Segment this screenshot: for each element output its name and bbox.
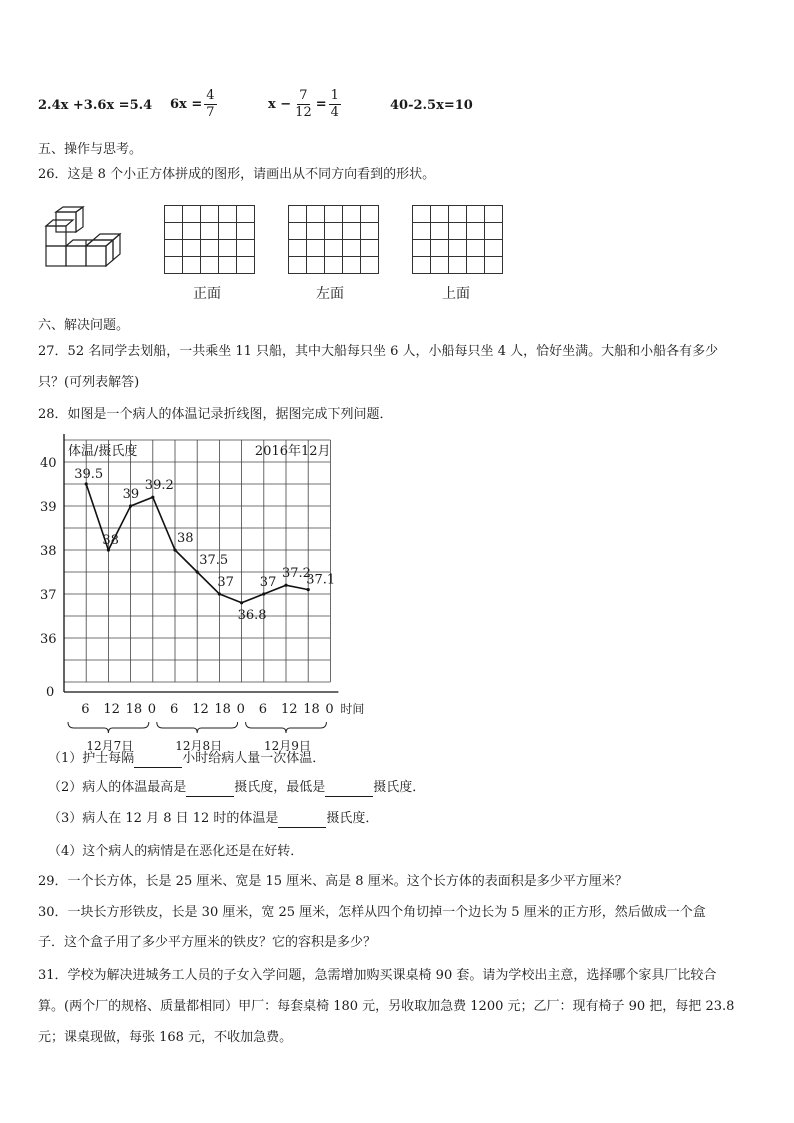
day-group-label: 12月9日 [264,739,311,753]
x-tick-label: 12 [103,702,120,717]
data-point [262,592,265,595]
x-tick-label: 18 [214,702,231,717]
section-6-heading: 六、解决问题。 [38,318,130,333]
x-tick-label: 18 [125,702,143,717]
data-point [129,504,132,507]
data-label: 38 [102,533,119,548]
day-group-label: 12月7日 [86,739,134,753]
x-tick-label: 0 [325,702,334,717]
data-label: 39.5 [74,467,104,482]
data-point [151,496,154,499]
y-tick-label: 0 [46,685,55,700]
question-28-4: （4）这个病人的病情是在恶化还是在好转． [48,844,304,859]
data-label: 37.2 [282,566,311,582]
data-label: 37.1 [306,572,336,588]
answer-blank[interactable] [325,782,373,797]
data-label: 39.2 [144,478,174,494]
data-label: 37 [217,575,234,590]
label-front: 正面 [193,286,221,302]
equation-3: x − $\frac{7}{12}$ = $\frac{1}{4}$ [268,88,339,120]
data-point [307,588,310,591]
x-tick-label: 6 [81,702,90,717]
x-tick-label: 12 [192,702,209,717]
data-label: 37 [259,575,277,590]
question-28: 28．如图是一个病人的体温记录折线图，据图完成下列问题． [38,407,393,422]
question-26: 26．这是 8 个小正方体拼成的图形，请画出从不同方向看到的形状。 [38,167,436,182]
answer-blank[interactable] [186,782,234,797]
label-left: 左面 [316,286,344,302]
x-tick-label: 6 [258,702,268,717]
day-brace [68,722,149,733]
grid-top-view[interactable] [412,205,503,274]
data-point [173,548,176,551]
question-28-1: （1）护士每隔 小时给病人量一次体温． [48,751,326,766]
question-30-line-2: 子．这个盒子用了多少平方厘米的铁皮？它的容积是多少？ [38,935,377,950]
x-tick-label: 12 [281,702,298,717]
grid-front-view[interactable] [164,205,255,274]
question-28-3: （3）病人在 12 月 8 日 12 时的体温是 摄氏度． [48,811,379,826]
y-tick-label: 37 [40,588,57,603]
question-28-2: （2）病人的体温最高是 摄氏度，最低是 摄氏度． [48,780,426,795]
x-tick-label: 0 [236,702,245,717]
day-brace [246,722,327,733]
data-label: 38 [177,531,194,546]
y-tick-label: 38 [40,544,57,559]
question-27-line-1: 27．52 名同学去划船，一共乘坐 11 只船，其中大船每只坐 6 人，小船每只坐 4 人，恰好坐满。大船和小船各有多少 [38,344,719,359]
question-31-line-3: 元；课桌现做，每张 168 元，不收加急费。 [38,1030,293,1045]
data-label: 39 [122,487,140,502]
chart-ylabel: 体温/摄氏度 [68,444,138,459]
chart-xlabel: 时间 [340,702,365,716]
temperature-chart [36,432,376,753]
y-tick-label: 39 [40,500,57,515]
data-point [218,592,221,595]
data-point [284,584,287,587]
x-tick-label: 0 [147,702,157,717]
equation-1: 2.4x +3.6x =5.4 [38,98,153,113]
chart-title: 2016年12月 [254,444,331,459]
x-tick-label: 6 [170,702,179,717]
answer-blank[interactable] [134,753,182,768]
y-tick-label: 36 [40,632,57,647]
question-27-line-2: 只？(可列表解答) [38,375,140,390]
cube-figure [42,206,126,270]
data-point [107,548,110,551]
answer-blank[interactable] [278,813,326,828]
day-brace [157,722,238,733]
question-30-line-1: 30．一块长方形铁皮，长是 30 厘米，宽 25 厘米，怎样从四个角切掉一个边长为 5 厘米的正方形，然后做成一个盒 [38,905,706,920]
grid-left-view[interactable] [288,205,379,274]
data-point [85,482,88,485]
data-point [196,570,199,573]
question-31-line-2: 算。(两个厂的规格、质量都相同）甲厂：每套桌椅 180 元，另收取加急费 1200 元；乙厂：现有椅子 90 把，每把 23.8 [38,999,735,1014]
data-point [240,601,243,604]
data-label: 36.8 [237,607,267,623]
label-top: 上面 [442,286,470,302]
section-5-heading: 五、操作与思考。 [38,142,143,157]
y-tick-label: 40 [40,456,57,471]
data-label: 37.5 [199,553,229,568]
equation-4: 40-2.5x=10 [390,98,473,113]
question-31-line-1: 31．学校为解决进城务工人员的子女入学问题，急需增加购买课桌椅 90 套。请为学校出主意，选择哪个家具厂比较合 [38,968,717,983]
equation-2: 6x = $\frac{4}{7}$ [170,88,215,120]
x-tick-label: 18 [303,702,320,717]
question-29: 29．一个长方体，长是 25 厘米、宽是 15 厘米、高是 8 厘米。这个长方体的表面积是多少平方厘米？ [38,874,628,889]
day-group-label: 12月8日 [175,739,223,753]
